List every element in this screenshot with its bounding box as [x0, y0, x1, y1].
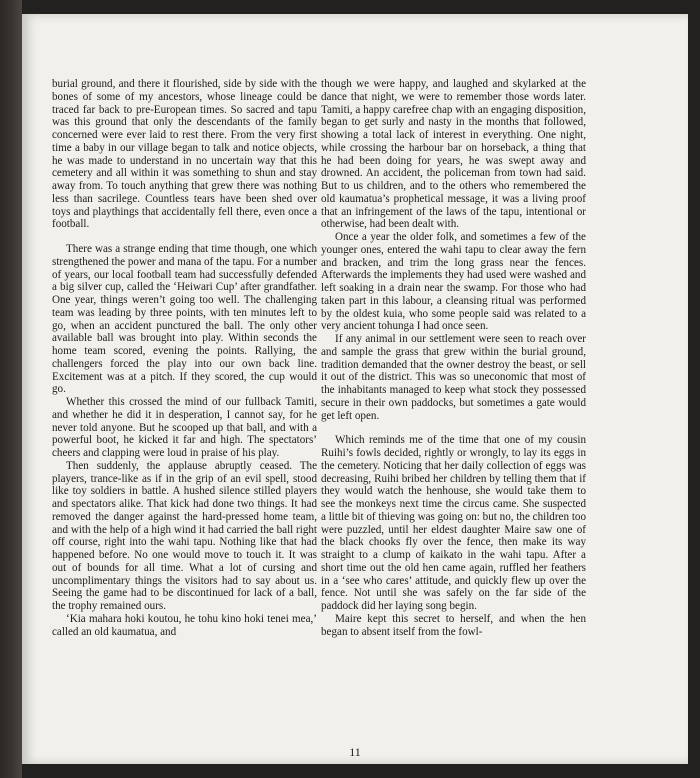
paragraph: Once a year the older folk, and sometimes a few of the younger ones, entered the wahi tapu to clear away the fern and bracken, and trim the long grass near the fences. Afterwards the implements they had used were washed and left soaking in a drain near the swamp. For those who had taken part in this labour, a cleansing ritual was performed by the oldest kuia, who some people said was related to a very ancient tohunga I had once seen. — [321, 231, 586, 333]
left-text-column — [52, 78, 317, 638]
paragraph: Maire kept this secret to herself, and when the hen began to absent itself from the fowl- — [321, 612, 586, 638]
paragraph: Whether this crossed the mind of our fullback Tamiti, and whether he did it in desperation, I cannot say, for he never told anyone. But he scooped up that ball, and with a powerful boot, he kicked it far and high. The spectators’ cheers and clapping were loud in praise of his play. — [52, 396, 317, 459]
paragraph: burial ground, and there it flourished, side by side with the bones of some of my ancestors, whose lineage could be traced far back to pre-European times. So sacred and tapu was this ground that only the descendants of the family concerned were ever laid to rest there. From the very first time a baby in our village began to talk and notice objects, he was made to understand in no uncertain way that this cemetery and all within it was something to shun and stay away from. To touch anything that grew there was nothing less than sacrilege. Countless tears have been shed over toys and playthings that accidentally fell there, even once a football. — [52, 78, 317, 231]
page-number: 11 — [349, 745, 361, 759]
book-binding-edge — [0, 0, 22, 778]
paragraph: If any animal in our settlement were seen to reach over and sample the grass that grew within the burial ground, tradition demanded that the owner destroy the beast, or sell it out of the district. This was so uneconomic that most of the inhabitants managed to keep what stock they possessed secure in their own paddocks, but sometimes a gate would get left open. — [321, 333, 586, 422]
book-page — [22, 14, 688, 764]
paragraph: ‘Kia mahara hoki koutou, he tohu kino hoki tenei mea,’ called an old kaumatua, and — [52, 612, 317, 638]
paragraph: though we were happy, and laughed and skylarked at the dance that night, we were to remember those words later. Tamiti, a happy carefree chap with an engaging disposition, began to get surly and nasty in the months that followed, showing a total lack of interest in everything. One night, while crossing the harbour bar on horseback, a thing that he had been doing for years, he was swept away and drowned. An accident, the policeman from town had said. But to us children, and to the others who remembered the old kaumatua’s prophetical message, it was a living proof that an infringement of the laws of the tapu, intentional or otherwise, had been dealt with. — [321, 78, 586, 231]
paragraph: There was a strange ending that time though, one which strengthened the power and mana of the tapu. For a number of years, our local football team had successfully defended a big silver cup, called the ‘Heiwari Cup’ after grandfather. One year, things weren’t going too well. The challenging team was leading by three points, with ten minutes left to go, when an accident punctured the ball. The only other available ball was brought into play. Within seconds the home team scored, evening the points. Rallying, the challengers forced the play into our own back line. Excitement was at a pitch. If they scored, the cup would go. — [52, 243, 317, 396]
paragraph: Which reminds me of the time that one of my cousin Ruihi’s fowls decided, rightly or wrongly, to lay its eggs in the cemetery. Noticing that her daily collection of eggs was decreasing, Ruihi bribed her children by telling them that if they would watch the henhouse, she would take them to see the monkeys next time the circus came. She suspected a little bit of thieving was going on: but no, the children too were puzzled, until her eldest daughter Maire saw one of the black chooks fly over the fence, then make its way straight to a clump of kaikato in the wahi tapu. After a short time out the old hen came again, ruffled her feathers in a ‘see who cares’ attitude, and quickly flew up over the fence. Not until she was safely on the far side of the paddock did her laying song begin. — [321, 434, 586, 612]
right-text-column — [321, 78, 586, 638]
paragraph: Then suddenly, the applause abruptly ceased. The players, trance-like as if in the grip of an evil spell, stood like toy soldiers in battle. A hushed silence stilled players and spectators alike. That kick had done two things. It had removed the danger against the hard-pressed home team, and with the help of a high wind it had carried the ball right off course, right into the wahi tapu. Nothing like that had happened before. No one would move to touch it. It was out of bounds for all time. What a lot of cursing and uncomplimentary things the visitors had to say about us. Seeing the game had to be discontinued for lack of a ball, the trophy remained ours. — [52, 459, 317, 612]
